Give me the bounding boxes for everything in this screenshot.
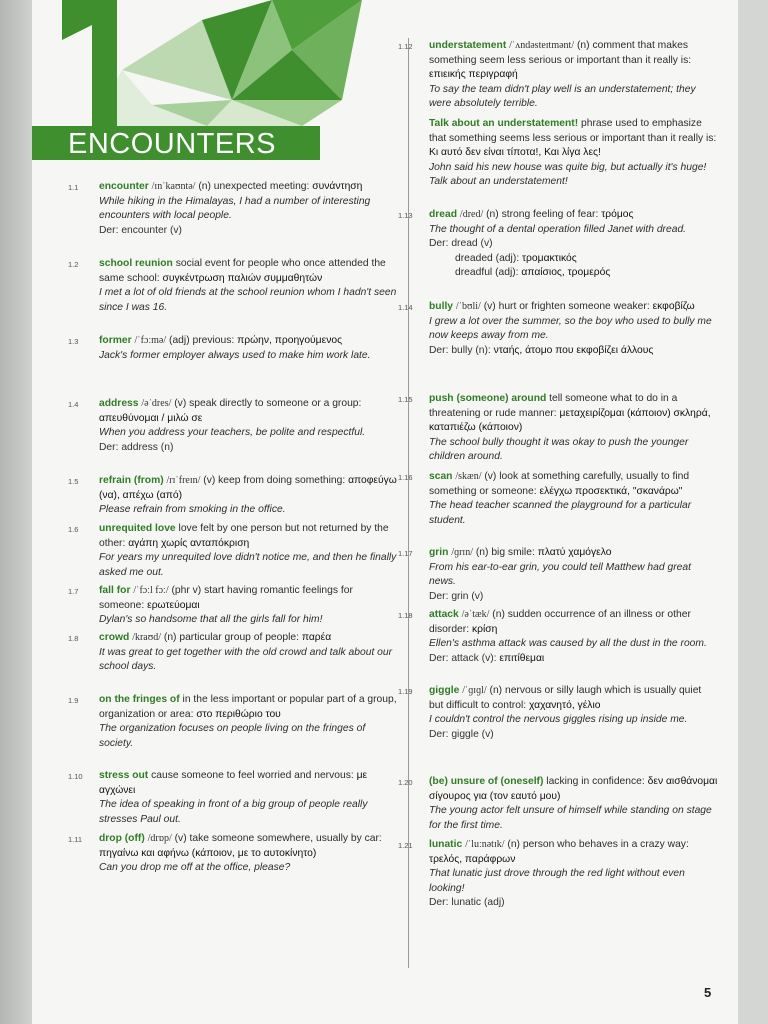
phonetic: /ˈfɔːl fɔː/ (133, 585, 169, 596)
entry-number: 1.7 (68, 587, 79, 596)
definition: lacking in confidence: (546, 776, 645, 787)
headword: unrequited love (99, 523, 176, 534)
greek-translation: εκφοβίζω (652, 301, 695, 312)
definition: (n) sudden occurrence of an illness or other disorder: (429, 609, 691, 635)
greek-translation: στο περιθώριο του (196, 708, 281, 720)
entry-1-17 (398, 546, 718, 604)
greek-translation: πηγαίνω και αφήνω (κάποιον, με το αυτοκίνητο) (99, 847, 317, 859)
entry-number: 1.15 (398, 395, 413, 404)
greek-translation: επιτίθεμαι (499, 652, 545, 664)
derivative: Der: bully (n): (429, 344, 491, 356)
derivative: Der: attack (v): (429, 652, 497, 664)
headword: refrain (from) (99, 475, 164, 486)
greek-translation: αγάπη χωρίς ανταπόκριση (128, 537, 250, 549)
example: Please refrain from smoking in the office. (99, 504, 286, 516)
example: Dylan's so handsome that all the girls fall for him! (99, 614, 323, 626)
phonetic: /ˈɡɪɡl/ (462, 685, 487, 696)
headword: grin (429, 547, 449, 558)
example: I couldn't control the nervous giggles rising up inside me. (429, 714, 688, 726)
entry-number: 1.1 (68, 183, 79, 192)
phonetic: /ɡrɪn/ (451, 547, 473, 558)
headword: encounter (99, 181, 149, 192)
example: For years my unrequited love didn't notice me, and then he finally asked me out. (99, 552, 397, 578)
example: I met a lot of old friends at the school reunion whom I hadn't seen since I was 16. (99, 287, 397, 313)
entry-number: 1.9 (68, 696, 79, 705)
entry-1-16 (398, 470, 718, 528)
greek-translation: τρελός, παράφρων (429, 853, 516, 865)
greek-translation: νταής, άτομο που εκφοβίζει άλλους (493, 344, 654, 356)
entry-talk-about-understatement (398, 117, 718, 190)
headword: school reunion (99, 258, 173, 269)
example: I grew a lot over the summer, so the boy who used to bully me now keeps away from me. (429, 315, 712, 342)
phonetic: /ˈfɔːmə/ (134, 335, 167, 346)
entry-1-14 (398, 300, 718, 358)
phonetic: /əˈdres/ (141, 398, 172, 409)
headword: push (someone) around (429, 393, 547, 404)
headword: stress out (99, 770, 149, 781)
example: The organization focuses on people living on the fringes of society. (99, 723, 366, 749)
chapter-number-1 (62, 0, 117, 126)
greek-translation: πρώην, προηγούμενος (237, 335, 343, 346)
entry-1-13 (398, 208, 718, 281)
phonetic: /skæn/ (455, 471, 482, 482)
headword: (be) unsure of (oneself) (429, 776, 544, 787)
headword: scan (429, 471, 453, 482)
greek-translation: με αγχώνει (99, 770, 368, 796)
headword: giggle (429, 685, 460, 696)
page-number: 5 (704, 985, 712, 1000)
definition: love felt by one person but not returned by the other: (99, 523, 389, 549)
greek-translation: απευθύνομαι / μιλώ σε (99, 412, 203, 424)
headword: former (99, 335, 132, 346)
example: It was great to get together with the old crowd and talk about our school days. (99, 646, 393, 673)
headword: understatement (429, 40, 507, 51)
phonetic: /dred/ (459, 209, 484, 220)
example: The school bully thought it was okay to push the younger children around. (429, 436, 689, 463)
definition: in the less important or popular part of a group, organization or area: (99, 694, 397, 720)
greek-translation: συνάντηση (312, 181, 363, 192)
example: From his ear-to-ear grin, you could tell Matthew had great news. (429, 561, 691, 588)
vocabulary-page (32, 0, 738, 1024)
phonetic: /ɪnˈkaʊntə/ (151, 181, 196, 192)
greek-translation: μεταχειρίζομαι (κάποιον) σκληρά, καταπιέζω (κάποιον) (429, 407, 711, 434)
example: The idea of speaking in front of a big group of people really stresses Paul out. (99, 799, 368, 825)
entry-1-21 (398, 838, 718, 911)
entry-number: 1.19 (398, 687, 413, 696)
definition: (n) particular group of people: (163, 632, 299, 643)
definition: (adj) previous: (169, 335, 235, 346)
headword: fall for (99, 585, 131, 596)
greek-translation: τρομακτικός (521, 252, 577, 264)
definition: (v) look at something carefully, usually to find something or someone: (429, 471, 690, 497)
definition: (v) keep from doing something: (203, 475, 346, 486)
entry-number: 1.12 (398, 42, 413, 51)
entry-number: 1.3 (68, 337, 79, 346)
entry-number: 1.2 (68, 260, 79, 269)
greek-translation: χαχανητό, γέλιο (529, 699, 601, 711)
definition: (n) unexpected meeting: (198, 181, 310, 192)
definition: (n) big smile: (475, 547, 535, 558)
example: To say the team didn't play well is an understatement; they were absolutely terrible. (429, 83, 696, 110)
greek-translation: πλατύ χαμόγελο (537, 547, 612, 558)
headword: lunatic (429, 839, 463, 850)
derivative: Der: dread (v) (429, 238, 493, 250)
entry-1-4 (68, 397, 398, 455)
entry-number: 1.21 (398, 841, 413, 850)
greek-translation: ελέγχω προσεκτικά, "σκανάρω" (539, 485, 683, 497)
entry-1-11 (68, 832, 398, 876)
entry-1-20 (398, 775, 718, 833)
entry-number: 1.20 (398, 778, 413, 787)
example: Can you drop me off at the office, please? (99, 862, 291, 874)
phonetic: /əˈtæk/ (461, 609, 490, 620)
entry-1-7 (68, 584, 398, 628)
page-edge (738, 0, 768, 1024)
entry-1-3 (68, 334, 398, 363)
entry-number: 1.11 (68, 835, 83, 844)
definition: (n) strong feeling of fear: (486, 209, 599, 220)
definition: (v) take someone somewhere, usually by car: (174, 833, 382, 844)
example: That lunatic just drove through the red light without even looking! (429, 868, 685, 894)
example: John said his new house was quite big, but actually it's huge! Talk about an understatement! (429, 161, 707, 188)
entry-number: 1.5 (68, 477, 79, 486)
definition: phrase used to emphasize that something seems less serious or important than it really is: (429, 118, 717, 144)
definition: (n) nervous or silly laugh which is usually quiet but difficult to control: (429, 685, 702, 711)
derivative: Der: encounter (v) (99, 224, 182, 236)
greek-translation: δεν αισθάνομαι σίγουρος για (τον εαυτό μου) (429, 776, 718, 802)
book-spine-shadow (0, 0, 32, 1024)
example: When you address your teachers, be polite and respectful. (99, 427, 366, 439)
example: The head teacher scanned the playground for a particular student. (429, 500, 692, 526)
headword: Talk about an understatement! (429, 118, 579, 129)
entry-number: 1.13 (398, 211, 413, 220)
derivative: dreaded (adj): (455, 252, 520, 264)
entry-1-15 (398, 392, 718, 465)
phonetic: /drɒp/ (147, 833, 172, 844)
phonetic: /ˈluːnətɪk/ (465, 839, 505, 850)
entry-number: 1.17 (398, 549, 413, 558)
entry-number: 1.8 (68, 634, 79, 643)
greek-translation: Κι αυτό δεν είναι τίποτα!, Και λίγα λες! (429, 147, 601, 159)
example: Ellen's asthma attack was caused by all the dust in the room. (429, 638, 707, 650)
entry-1-6 (68, 522, 398, 580)
headword: bully (429, 301, 454, 312)
greek-translation: απαίσιος, τρομερός (521, 267, 611, 279)
greek-translation: συγκέντρωση παλιών συμμαθητών (162, 272, 323, 284)
entry-number: 1.10 (68, 772, 83, 781)
entry-1-12 (398, 39, 718, 112)
derivative: dreadful (adj): (455, 267, 519, 279)
greek-translation: παρέα (301, 632, 332, 643)
greek-translation: αποφεύγω (να), απέχω (από) (99, 475, 397, 501)
definition: tell someone what to do in a threatening or rude manner: (429, 393, 678, 419)
definition: (n) person who behaves in a crazy way: (507, 839, 689, 850)
definition: (phr v) start having romantic feelings for someone: (99, 585, 353, 611)
chapter-title: ENCOUNTERS (68, 128, 277, 160)
entry-1-8 (68, 631, 398, 675)
entry-1-9 (68, 693, 398, 751)
greek-translation: ερωτεύομαι (147, 599, 200, 611)
headword: on the fringes of (99, 694, 180, 705)
headword: address (99, 398, 139, 409)
definition: (v) speak directly to someone or a group: (174, 398, 362, 409)
greek-translation: κρίση (471, 623, 498, 635)
headword: attack (429, 609, 459, 620)
definition: (n) comment that makes something seem less serious or important than it really is: (429, 40, 692, 66)
entry-number: 1.14 (398, 303, 413, 312)
headword: dread (429, 209, 458, 220)
phonetic: /rɪˈfreɪn/ (166, 475, 201, 486)
greek-translation: τρόμος (601, 209, 634, 220)
definition: cause someone to feel worried and nervous: (151, 770, 354, 781)
example: Jack's former employer always used to make him work late. (99, 349, 371, 361)
example: While hiking in the Himalayas, I had a number of interesting encounters with local people. (99, 195, 371, 222)
example: The thought of a dental operation filled Janet with dread. (429, 223, 687, 235)
entry-1-19 (398, 684, 718, 742)
derivative: Der: address (n) (99, 441, 174, 453)
entry-1-18 (398, 608, 718, 666)
greek-translation: επιεικής περιγραφή (429, 69, 518, 81)
derivative: Der: giggle (v) (429, 728, 494, 740)
entry-1-5 (68, 474, 398, 518)
derivative: Der: lunatic (adj) (429, 897, 505, 909)
phonetic: /ˈbʊli/ (455, 301, 481, 312)
entry-1-2 (68, 257, 398, 315)
entry-1-10 (68, 769, 398, 827)
entry-number: 1.16 (398, 473, 413, 482)
headword: crowd (99, 632, 130, 643)
derivative: Der: grin (v) (429, 590, 484, 602)
definition: social event for people who once attended the same school: (99, 258, 386, 284)
entry-number: 1.4 (68, 400, 79, 409)
entry-number: 1.18 (398, 611, 413, 620)
phonetic: /kraʊd/ (132, 632, 162, 643)
entry-1-1 (68, 180, 398, 238)
definition: (v) hurt or frighten someone weaker: (483, 301, 650, 312)
phonetic: /ˈʌndəsteɪtmənt/ (509, 40, 575, 51)
example: The young actor felt unsure of himself while standing on stage for the first time. (429, 805, 712, 831)
entry-number: 1.6 (68, 525, 79, 534)
headword: drop (off) (99, 833, 145, 844)
